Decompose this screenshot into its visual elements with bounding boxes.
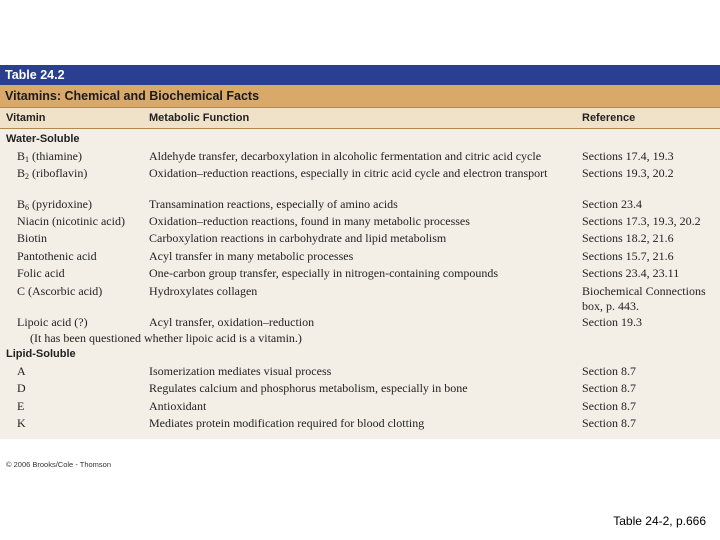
lipoic-acid-note: (It has been questioned whether lipoic acid is a vitamin.) — [30, 331, 302, 345]
vitamin-cell: $B_1$ (thiamine) — [17, 149, 82, 164]
column-header-reference: Reference — [582, 112, 636, 124]
section-lipid-soluble: Lipid-Soluble — [6, 348, 76, 360]
reference-cell: Sections 17.4, 19.3 — [582, 149, 674, 163]
vitamin-cell: E — [17, 399, 25, 413]
section-water-soluble: Water-Soluble — [6, 133, 80, 145]
function-cell: Oxidation–reduction reactions, found in many metabolic processes — [149, 214, 470, 228]
reference-cell: Sections 18.2, 21.6 — [582, 231, 674, 245]
table-number: Table 24.2 — [0, 65, 720, 85]
function-cell: Carboxylation reactions in carbohydrate and lipid metabolism — [149, 231, 447, 245]
vitamin-cell: D — [17, 381, 26, 395]
function-cell: Isomerization mediates visual process — [149, 364, 332, 378]
reference-cell: Sections 15.7, 21.6 — [582, 249, 674, 263]
function-cell: Mediates protein modification required for blood clotting — [149, 416, 425, 430]
table-title: Vitamins: Chemical and Biochemical Facts — [0, 85, 720, 107]
reference-cell: Sections 23.4, 23.11 — [582, 266, 680, 280]
vitamin-cell: Lipoic acid (?) — [17, 315, 88, 329]
vitamin-cell: Biotin — [17, 231, 48, 245]
function-cell: Aldehyde transfer, decarboxylation in alcoholic fermentation and citric acid cycle — [149, 149, 542, 163]
vitamin-table — [0, 65, 720, 439]
slide-caption: Table 24-2, p.666 — [613, 514, 706, 528]
function-cell: Acyl transfer in many metabolic processes — [149, 249, 354, 263]
reference-cell: Section 8.7 — [582, 416, 636, 430]
column-header-row — [0, 107, 720, 129]
column-header-vitamin: Vitamin — [6, 112, 46, 124]
reference-cell: Section 8.7 — [582, 364, 636, 378]
reference-cell: Sections 19.3, 20.2 — [582, 166, 674, 180]
vitamin-cell: K — [17, 416, 26, 430]
vitamin-cell: $B_6$ (pyridoxine) — [17, 197, 92, 212]
function-cell: Acyl transfer, oxidation–reduction — [149, 315, 315, 329]
function-cell: Antioxidant — [149, 399, 207, 413]
vitamin-cell: Pantothenic acid — [17, 249, 97, 263]
copyright-notice: © 2006 Brooks/Cole - Thomson — [6, 460, 112, 469]
reference-cell: Biochemical Connections box, p. 443. — [582, 284, 706, 313]
reference-cell: Section 8.7 — [582, 381, 636, 395]
vitamin-cell: A — [17, 364, 26, 378]
reference-cell: Section 23.4 — [582, 197, 642, 211]
reference-cell: Section 19.3 — [582, 315, 642, 329]
function-cell: Oxidation–reduction reactions, especially in citric acid cycle and electron transport — [149, 166, 548, 180]
reference-cell: Section 8.7 — [582, 399, 636, 413]
vitamin-cell: Folic acid — [17, 266, 65, 280]
function-cell: Hydroxylates collagen — [149, 284, 258, 298]
function-cell: One-carbon group transfer, especially in nitrogen-containing compounds — [149, 266, 499, 280]
function-cell: Transamination reactions, especially of amino acids — [149, 197, 398, 211]
column-header-function: Metabolic Function — [149, 112, 250, 124]
function-cell: Regulates calcium and phosphorus metabolism, especially in bone — [149, 381, 468, 395]
reference-cell: Sections 17.3, 19.3, 20.2 — [582, 214, 701, 228]
vitamin-cell: C (Ascorbic acid) — [17, 284, 103, 298]
vitamin-cell: Niacin (nicotinic acid) — [17, 214, 125, 228]
vitamin-cell: $B_2$ (riboflavin) — [17, 166, 88, 181]
